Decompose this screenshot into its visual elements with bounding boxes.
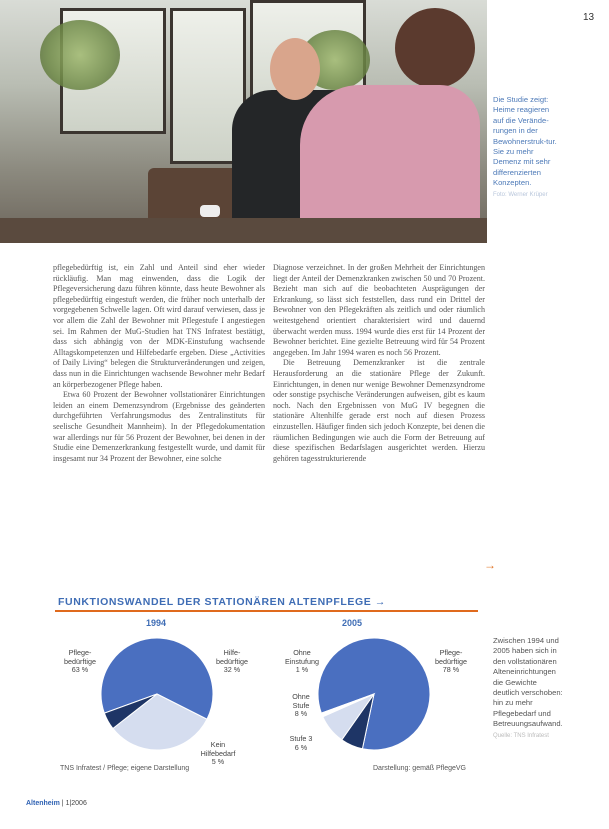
chart-side-credit: Quelle: TNS Infratest — [493, 732, 549, 739]
chart-side-note — [493, 636, 565, 741]
label-value: 32 % — [223, 665, 241, 675]
label-line: bedürftige — [64, 656, 96, 666]
pie-1994-label-hilfe — [212, 649, 252, 675]
footer-issue: 1|2006 — [65, 800, 87, 807]
paragraph: Diagnose verzeichnet. In der großen Mehrheit der Einrichtungen liegt der Anteil der Demenzkranken zwischen 50 und 70 Prozent. Bezieht man sich auf die beobachteten Ausprägungen der Erkrankung, so lässt sich feststellen, dass rund ein Drittel der Bewohner von den Pflegekräften als zeitlich und oder räumlich weitestgehend orientiert charakterisiert wird und dauernd überwacht werden muss. 1994 wurde dies erst für 14 Prozent der Bewohner berichtet. Eine gezielte Betreuung wird für 54 Prozent angegeben. Im Jahr 1994 waren es noch 56 Prozent. — [273, 263, 485, 357]
label-line: Pflege- — [68, 648, 92, 657]
label-line: Hilfe- — [223, 648, 241, 657]
page-footer — [26, 800, 87, 807]
label-value: 63 % — [71, 665, 89, 675]
label-line: Pflege- — [439, 648, 463, 657]
label-value: 78 % — [442, 665, 460, 675]
pie-2005-label-stufe3 — [286, 735, 316, 752]
footer-separator: | — [61, 800, 66, 807]
photo-credit: Foto: Werner Krüper — [493, 191, 548, 198]
header-photo — [0, 0, 487, 243]
label-value: 5 % — [211, 757, 225, 767]
paragraph: Die Betreuung Demenzkranker ist die zentrale Herausforderung an die stationäre Pflege der Zukunft. Einrichtungen, in denen nur wenige Bewohner Demenzsyndrome oder sonstige psychische Veränderungen aufweisen, gibt es kaum noch. Nach den Ergebnissen von MuG IV begegnen die stationäre Altenhilfe gerade erst noch auf diesen Prozess einzustellen. Häufiger finden sich jedoch Konzepte, bei denen die räumlichen Bedingungen wie auch die Form der Betreuung auf diese spezifischen Bedarfslagen ausgerichtet werden. Hierzu gehören tagesstrukturierende — [273, 358, 485, 463]
pie-1994-label-pflege — [60, 649, 100, 675]
chart-title-rule — [55, 610, 478, 612]
chart-source-right: Darstellung: gemäß PflegeVG — [373, 765, 466, 772]
label-line: bedürftige — [216, 656, 248, 666]
label-value: 6 % — [294, 742, 308, 752]
pie-2005-label-pflege — [430, 649, 472, 675]
page-number: 13 — [583, 12, 595, 23]
label-value: 1 % — [295, 665, 309, 675]
continue-arrow-icon: → — [484, 558, 496, 572]
body-column-left — [53, 263, 265, 464]
chart-title: FUNKTIONSWANDEL DER STATIONÄREN ALTENPFLEGE → — [58, 596, 386, 608]
pie-2005-label-ohne-einstufung — [280, 649, 324, 675]
photo-caption — [493, 95, 561, 200]
label-line: Stufe 3 — [289, 734, 313, 743]
pie-1994-label-kein — [196, 741, 240, 767]
chart-source-left: TNS Infratest / Pflege; eigene Darstellung — [60, 765, 190, 772]
pie-chart-1994 — [99, 636, 215, 752]
label-line: Hilfebedarf — [200, 748, 236, 758]
label-line: bedürftige — [435, 656, 467, 666]
chart-side-text: Zwischen 1994 und 2005 haben sich in den vollstationären Alteneinrichtungen die Gewichte deutlich verschoben: hin zu mehr Pflegebedarf und Betreuungsaufwand. — [493, 636, 563, 729]
body-column-right — [273, 263, 485, 464]
paragraph: Etwa 60 Prozent der Bewohner vollstationärer Einrichtungen leiden an einem Demenzsyndrom (Ergebnisse des geänderten durchgeführten Verfahrungsmodus des Zentralinstituts für seelische Gesundheit Mannheim). In der Pflegedokumentation war allerdings nur für 56 Prozent der Bewohner, bei denen in der Studie eine Demenzerkrankung festgestellt wurde, und damit für insgesamt nur 34 Prozent der Bewohner, eine solche — [53, 390, 265, 463]
footer-brand: Altenheim — [26, 800, 60, 807]
pie-2005-title: 2005 — [342, 618, 363, 628]
label-line: Stufe — [292, 700, 310, 710]
label-line: Kein — [210, 740, 226, 749]
label-line: Ohne Einstufung — [285, 648, 319, 666]
label-line: Ohne — [292, 692, 310, 701]
pie-chart-2005 — [316, 636, 432, 752]
label-value: 8 % — [294, 709, 308, 719]
pie-2005-label-ohne-stufe — [286, 693, 316, 719]
pie-1994-title: 1994 — [146, 618, 167, 628]
paragraph: pflegebedürftig ist, ein Zahl und Anteil sind eher wieder rückläufig. Man mag einwenden, dass die Logik der Pflegeversicherung dazu führen könnte, dass heute Bewohner als pflegebedürftig eingestuft werden, die früher noch unterhalb der vorgegebenen Schwelle lagen. Oft wird darauf verwiesen, dass je vor allem die Zahl der Bewohner mit Pflegestufe I angestiegen sei. Im Rahmen der MuG-Studien hat TNS Infratest bestätigt, dass sich abhängig von der MDK-Einstufung wachsende Alltagskompetenzen und Hilfebedarfe ergeben. Diese „Activities of Daily Living“ belegen die Strukturveränderungen und zeigen, dass nun in die Einrichtungen wachsende Bewohner mehr Bedarf an körperbezogener Pflege haben. — [53, 263, 265, 389]
photo-caption-text: Die Studie zeigt: Heime reagieren auf die Verände-rungen in der Bewohnerstruk-tur. Sie zu mehr Demenz mit sehr differenzierten Konzepten. — [493, 95, 557, 188]
